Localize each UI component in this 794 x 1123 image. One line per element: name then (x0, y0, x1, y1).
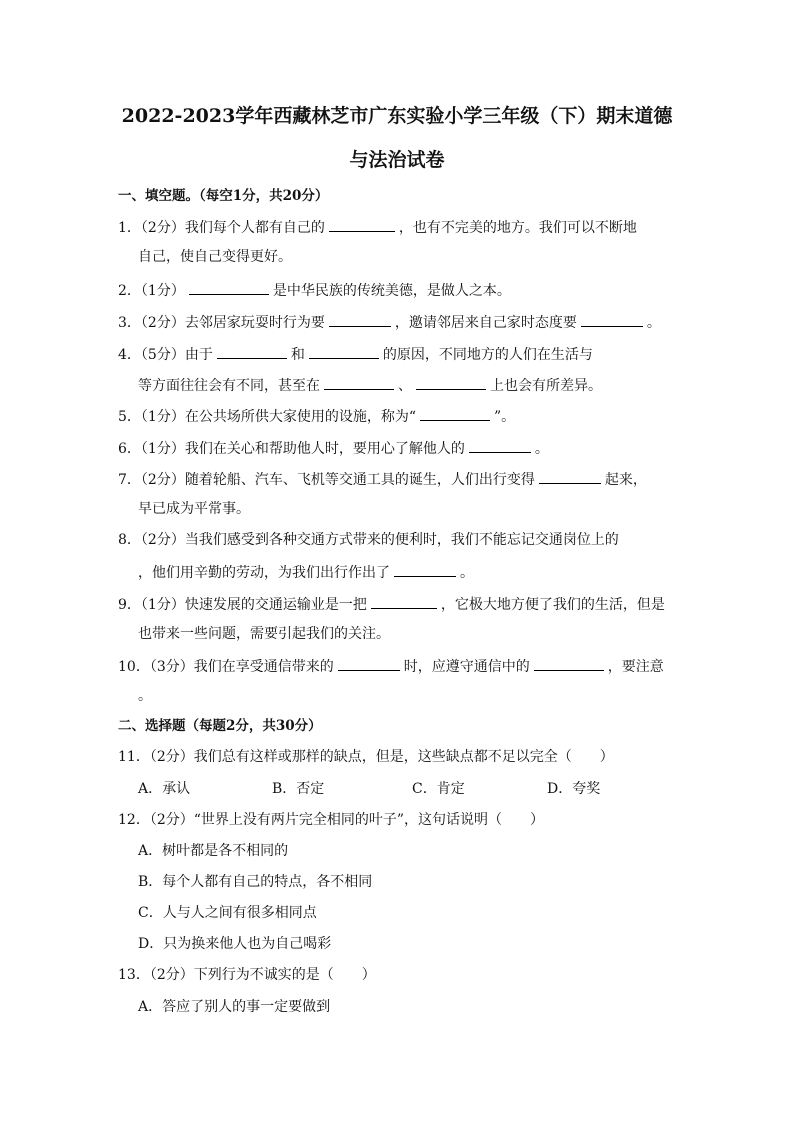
question-10 (118, 655, 664, 677)
option-c[interactable]: C．肯定 (412, 781, 465, 797)
question-1-continued: 自己，使自己变得更好。 (138, 249, 292, 265)
answer-blank[interactable] (371, 593, 437, 609)
question-9-continued: 也带来一些问题，需要引起我们的关注。 (138, 626, 390, 642)
question-10-continued: 。 (138, 688, 152, 704)
answer-blank[interactable] (329, 216, 395, 232)
option-d[interactable]: D．夸奖 (547, 781, 601, 797)
answer-blank[interactable] (539, 468, 601, 484)
question-8: 8．（2分）当我们感受到各种交通方式带来的便利时，我们不能忘记交通岗位上的 (118, 532, 619, 548)
question-2-text: 2．（1分） (118, 283, 185, 299)
answer-blank[interactable] (416, 374, 486, 390)
question-2 (118, 279, 511, 301)
question-4-text: 和 (290, 347, 305, 363)
option-a[interactable]: A．树叶都是各不相同的 (138, 843, 289, 859)
answer-blank[interactable] (469, 437, 531, 453)
option-a[interactable]: A．答应了别人的事一定要做到 (138, 999, 331, 1015)
answer-blank[interactable] (420, 405, 490, 421)
question-8-continued (138, 561, 474, 583)
question-7-text: 起来， (604, 472, 647, 488)
question-4 (118, 343, 593, 365)
section-fill-in-heading: 一、填空题。（每空1分，共20分） (118, 188, 329, 204)
answer-blank[interactable] (324, 374, 394, 390)
question-1-text: 1．（2分）我们每个人都有自己的 (118, 220, 325, 236)
question-6-text: 。 (534, 441, 549, 457)
option-c[interactable]: C．人与人之间有很多相同点 (138, 905, 317, 921)
question-5-text: 5．（1分）在公共场所供大家使用的设施，称为“ (118, 409, 416, 425)
question-10-text: 10．（3分）我们在享受通信带来的 (118, 659, 334, 675)
question-8-text: 。 (460, 565, 474, 581)
question-3-text: 3．（2分）去邻居家玩耍时行为要 (118, 315, 325, 331)
question-3 (118, 311, 661, 333)
question-10-text: 时，应遵守通信中的 (403, 659, 530, 675)
question-5-text: ”。 (493, 409, 516, 425)
question-6 (118, 437, 549, 459)
answer-blank[interactable] (217, 343, 287, 359)
question-7 (118, 468, 647, 490)
question-11: 11．（2分）我们总有这样或那样的缺点，但是，这些缺点都不足以完全（ ） (118, 749, 614, 765)
question-1 (118, 216, 637, 238)
question-7-text: 7．（2分）随着轮船、汽车、飞机等交通工具的诞生，人们出行变得 (118, 472, 535, 488)
option-b[interactable]: B．每个人都有自己的特点，各不相同 (138, 874, 373, 890)
question-2-text: 是中华民族的传统美德，是做人之本。 (272, 283, 511, 299)
question-9-text: ，它极大地方便了我们的生活，但是 (440, 597, 665, 613)
question-7-continued: 早已成为平常事。 (138, 501, 250, 517)
question-10-text: ，要注意 (607, 659, 664, 675)
option-d[interactable]: D．只为换来他人也为自己喝彩 (138, 936, 332, 952)
question-12: 12．（2分）“世界上没有两片完全相同的叶子”，这句话说明（ ） (118, 812, 545, 828)
answer-blank[interactable] (534, 655, 604, 671)
section-choice-heading: 二、选择题（每题2分，共30分） (118, 718, 322, 734)
answer-blank[interactable] (189, 279, 269, 295)
exam-title-line1: 2022-2023学年西藏林芝市广东实验小学三年级（下）期末道德 (121, 105, 673, 127)
question-4-text: 的原因，不同地方的人们在生活与 (382, 347, 593, 363)
question-3-text: ，邀请邻居来自己家时态度要 (394, 315, 577, 331)
question-5 (118, 405, 515, 427)
question-9-text: 9．（1分）快速发展的交通运输业是一把 (118, 597, 367, 613)
exam-title-line2: 与法治试卷 (349, 149, 445, 171)
question-8-text: ，他们用辛勤的劳动，为我们出行作出了 (138, 565, 390, 581)
question-4-text: 、 (398, 378, 412, 394)
question-13: 13．（2分）下列行为不诚实的是（ ） (118, 967, 376, 983)
question-1-text: ，也有不完美的地方。我们可以不断地 (398, 220, 637, 236)
question-4-text: 上也会有所差异。 (490, 378, 602, 394)
answer-blank[interactable] (394, 561, 456, 577)
answer-blank[interactable] (329, 311, 391, 327)
question-4-text: 4．（5分）由于 (118, 347, 213, 363)
answer-blank[interactable] (309, 343, 379, 359)
question-6-text: 6．（1分）我们在关心和帮助他人时，要用心了解他人的 (118, 441, 465, 457)
question-9 (118, 593, 665, 615)
answer-blank[interactable] (581, 311, 643, 327)
option-b[interactable]: B．否定 (272, 781, 325, 797)
answer-blank[interactable] (338, 655, 400, 671)
option-a[interactable]: A．承认 (138, 781, 191, 797)
question-3-text: 。 (646, 315, 661, 331)
question-4-continued (138, 374, 602, 396)
question-4-text: 等方面往往会有不同，甚至在 (138, 378, 320, 394)
